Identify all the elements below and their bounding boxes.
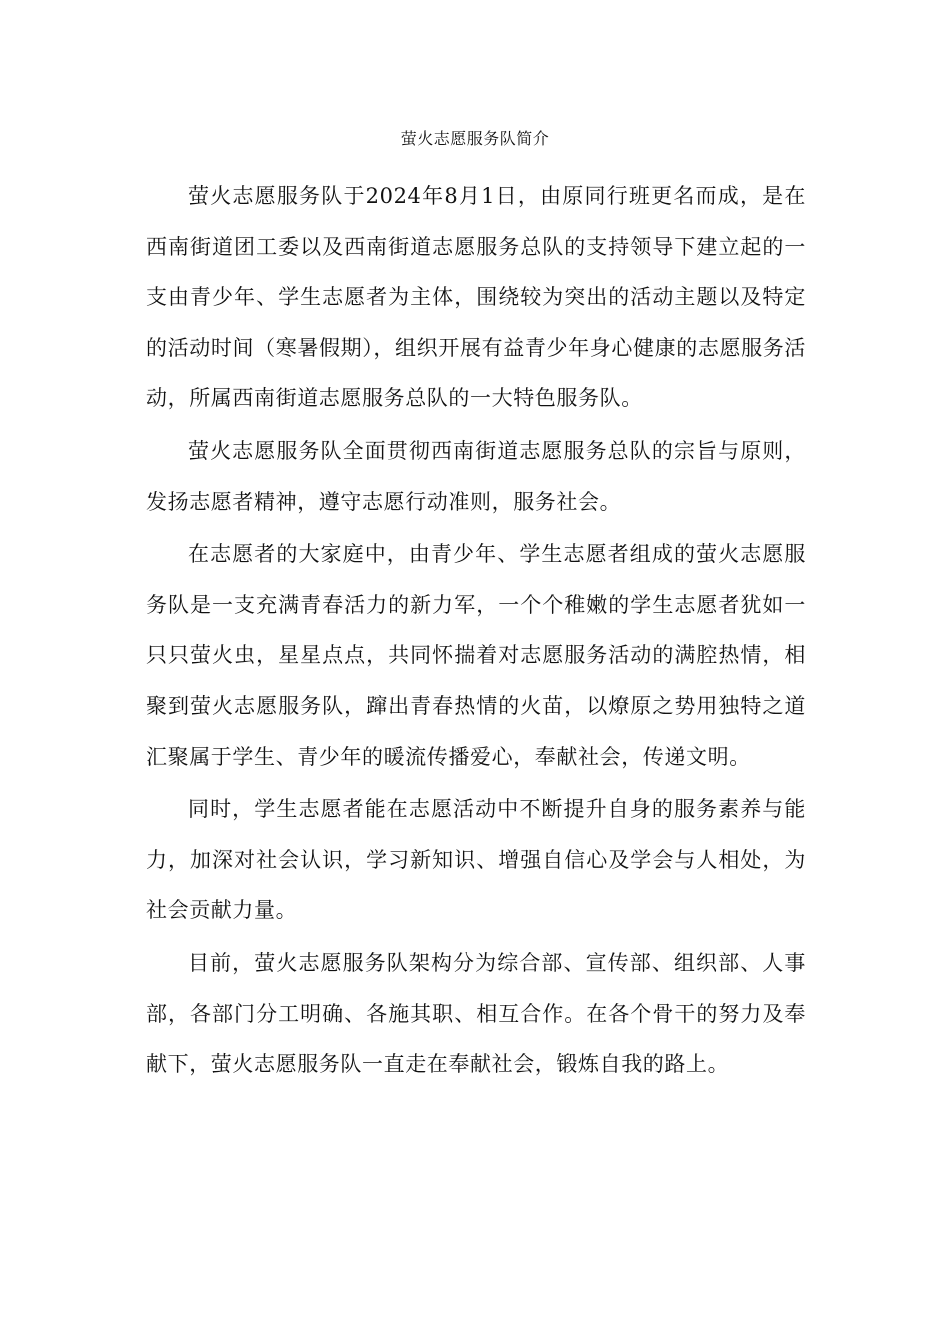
paragraph-family: 在志愿者的大家庭中，由青少年、学生志愿者组成的萤火志愿服务队是一支充满青春活力的新力军，一个个稚嫩的学生志愿者犹如一只只萤火虫，星星点点，共同怀揣着对志愿服务活动的满腔热情，相聚到萤火志愿服务队，蹿出青春热情的火苗，以燎原之势用独特之道汇聚属于学生、青少年的暖流传播爱心，奉献社会，传递文明。 — [146, 542, 806, 769]
document-body — [146, 171, 806, 1092]
paragraph-intro: 萤火志愿服务队于2024年8月1日，由原同行班更名而成，是在西南街道团工委以及西南街道志愿服务总队的支持领导下建立起的一支由青少年、学生志愿者为主体，围绕较为突出的活动主题以及特定的活动时间（寒暑假期），组织开展有益青少年身心健康的志愿服务活动，所属西南街道志愿服务总队的一大特色服务队。 — [146, 184, 806, 411]
paragraph-principles: 萤火志愿服务队全面贯彻西南街道志愿服务总队的宗旨与原则，发扬志愿者精神，遵守志愿行动准则，服务社会。 — [146, 438, 806, 514]
document-title: 萤火志愿服务队简介 — [400, 129, 550, 148]
paragraph-growth: 同时，学生志愿者能在志愿活动中不断提升自身的服务素养与能力，加深对社会认识，学习新知识、增强自信心及学会与人相处，为社会贡献力量。 — [146, 797, 806, 923]
paragraph-structure: 目前，萤火志愿服务队架构分为综合部、宣传部、组织部、人事部，各部门分工明确、各施其职、相互合作。在各个骨干的努力及奉献下，萤火志愿服务队一直走在奉献社会，锻炼自我的路上。 — [146, 950, 806, 1077]
